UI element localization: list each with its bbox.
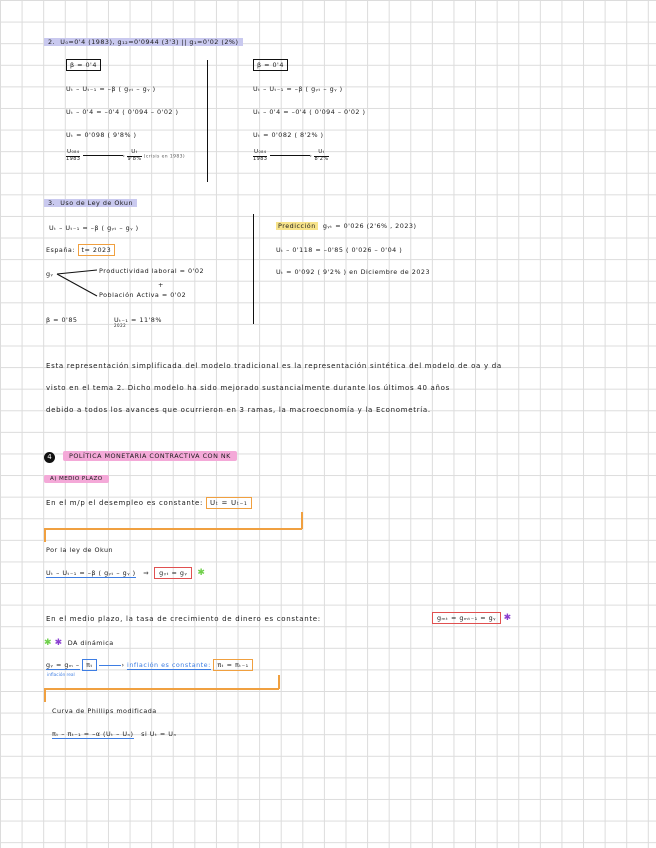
okun-eq: Uₜ – Uₜ₋₁ = –β ( gᵧₜ – gᵧ ) [49,224,139,232]
prediccion-row: Predicción gᵧₜ = 0'026 (2'6% , 2023) [278,222,417,230]
purple-star-icon: ✱ [503,613,512,623]
section4-title: POLÍTICA MONETARIA CONTRACTIVA CON NK [63,452,237,460]
pi-box: πₜ [82,659,97,671]
paragraph-line-2: visto en el tema 2. Dicho modelo ha sido mejorado sustancialmente durante los últimos 40 años [46,384,450,392]
orange-connector-v3 [278,675,280,689]
section3-heading: 3. Uso de Ley de Okun [44,199,137,207]
gy-label: gᵧ [46,270,54,278]
section1-heading-text: U₀=0'4 (1983), g₁₂=0'0944 (3'3) || g₁=0'02 (2%) [60,38,239,46]
pred-eq: Uₜ – 0'118 = –0'85 ( 0'026 – 0'04 ) [276,246,403,254]
left-eq-2: Uₜ – 0'4 = –0'4 ( 0'094 – 0'02 ) [66,108,179,116]
paragraph-line-1: Esta representación simplificada del modelo tradicional es la representación sintética del modelo de oa y da [46,362,502,370]
left-note: (crisis en 1983) [143,154,186,160]
plus-sign: + [158,281,164,289]
phillips-eq-row: πₜ – πₜ₋₁ = –α (Uₜ – Uₙ) si Uₜ = Uₙ [52,730,177,738]
orange-connector-v1 [301,512,303,529]
right-eq-1: Uₜ – Uₜ₋₁ = –β ( gᵧₜ – gᵧ ) [253,85,343,93]
green-star-icon-2: ✱ [44,638,53,648]
growth-box: gᵧₜ = gᵧ [154,567,192,579]
right-fraction-row: $\frac{\text{U₀₈₄}}{1983}$ › $\frac{\text{Uₜ}}{8'2\%}$ [253,149,329,162]
green-star-icon: ✱ [197,568,206,578]
right-arrow [270,155,310,156]
unemployment-box: Uₜ = Uₜ₋₁ [206,497,252,509]
espana-row: España: t= 2023 [46,246,115,254]
section3-divider [253,214,254,324]
okun-law-label: Por la ley de Okun [46,546,114,554]
left-arrow [83,155,123,156]
okun-eq-row: Uₜ – Uₜ₋₁ = –β ( gᵧₜ – gᵧ ) ⇒ gᵧₜ = gᵧ ✱ [46,568,206,578]
section4-number-circle: 4 [44,452,55,463]
espana-year-box: t= 2023 [78,244,116,256]
phillips-label: Curva de Phillips modificada [52,707,157,715]
section1-number: 2. [48,38,56,46]
left-eq-1: Uₜ – Uₜ₋₁ = –β ( gᵧₜ – gᵧ ) [66,85,156,93]
right-eq-2: Uₜ – 0'4 = –0'4 ( 0'094 – 0'02 ) [253,108,366,116]
money-growth-line: En el medio plazo, la tasa de crecimiento de dinero es constante: [46,615,321,623]
left-fraction-row: $\frac{\text{U₀₈₄}}{1983}$ › $\frac{\text{Uₜ}}{9'8\%}$ (crisis en 1983) [66,149,186,162]
left-beta-box: β = 0'4 [66,61,101,69]
section1-heading [44,38,243,46]
purple-star-icon-2: ✱ [54,638,63,648]
right-beta-box: β = 0'4 [253,61,288,69]
pred-result: Uₜ = 0'092 ( 9'2% ) en Diciembre de 2023 [276,268,431,276]
prediccion-label: Predicción [278,222,316,230]
ut1-value: Uₜ₋₁ = 11'8% 2022 [114,316,162,328]
constant-unemployment: En el m/p el desempleo es constante: Uₜ = Uₜ₋₁ [46,499,252,507]
dyn-sub-note: inflación real [47,673,75,678]
orange-connector-v4 [44,688,46,702]
poblacion: Población Activa = 0'02 [99,291,187,299]
section1-divider [207,60,208,182]
orange-connector-h2 [44,688,279,690]
right-eq-3: Uₜ = 0'082 ( 8'2% ) [253,131,324,139]
da-dinamica-row: ✱ ✱ DA dinámica [44,638,114,648]
money-growth-box-row: gₘₜ = gₘₜ₋₁ = gᵧ ✱ [432,613,512,623]
paragraph-line-3: debido a todos los avances que ocurrieron en 3 ramas, la macroeconomía y la Econometría. [46,406,431,414]
dyn-eq-row: gᵧ = gₘ – πₜ › inflación es constante: πₜ = πₜ₋₁ [46,661,253,669]
orange-connector-h1 [44,528,302,530]
left-eq-3: Uₜ = 0'098 ( 9'8% ) [66,131,137,139]
productividad: Productividad laboral = 0'02 [99,267,205,275]
beta-085: β = 0'85 [46,316,78,324]
orange-connector-v2 [44,528,46,542]
inflation-box: πₜ = πₜ₋₁ [213,659,252,671]
gy-branch-lines [55,266,100,300]
section4-subtitle: A) MEDIO PLAZO [44,476,109,482]
